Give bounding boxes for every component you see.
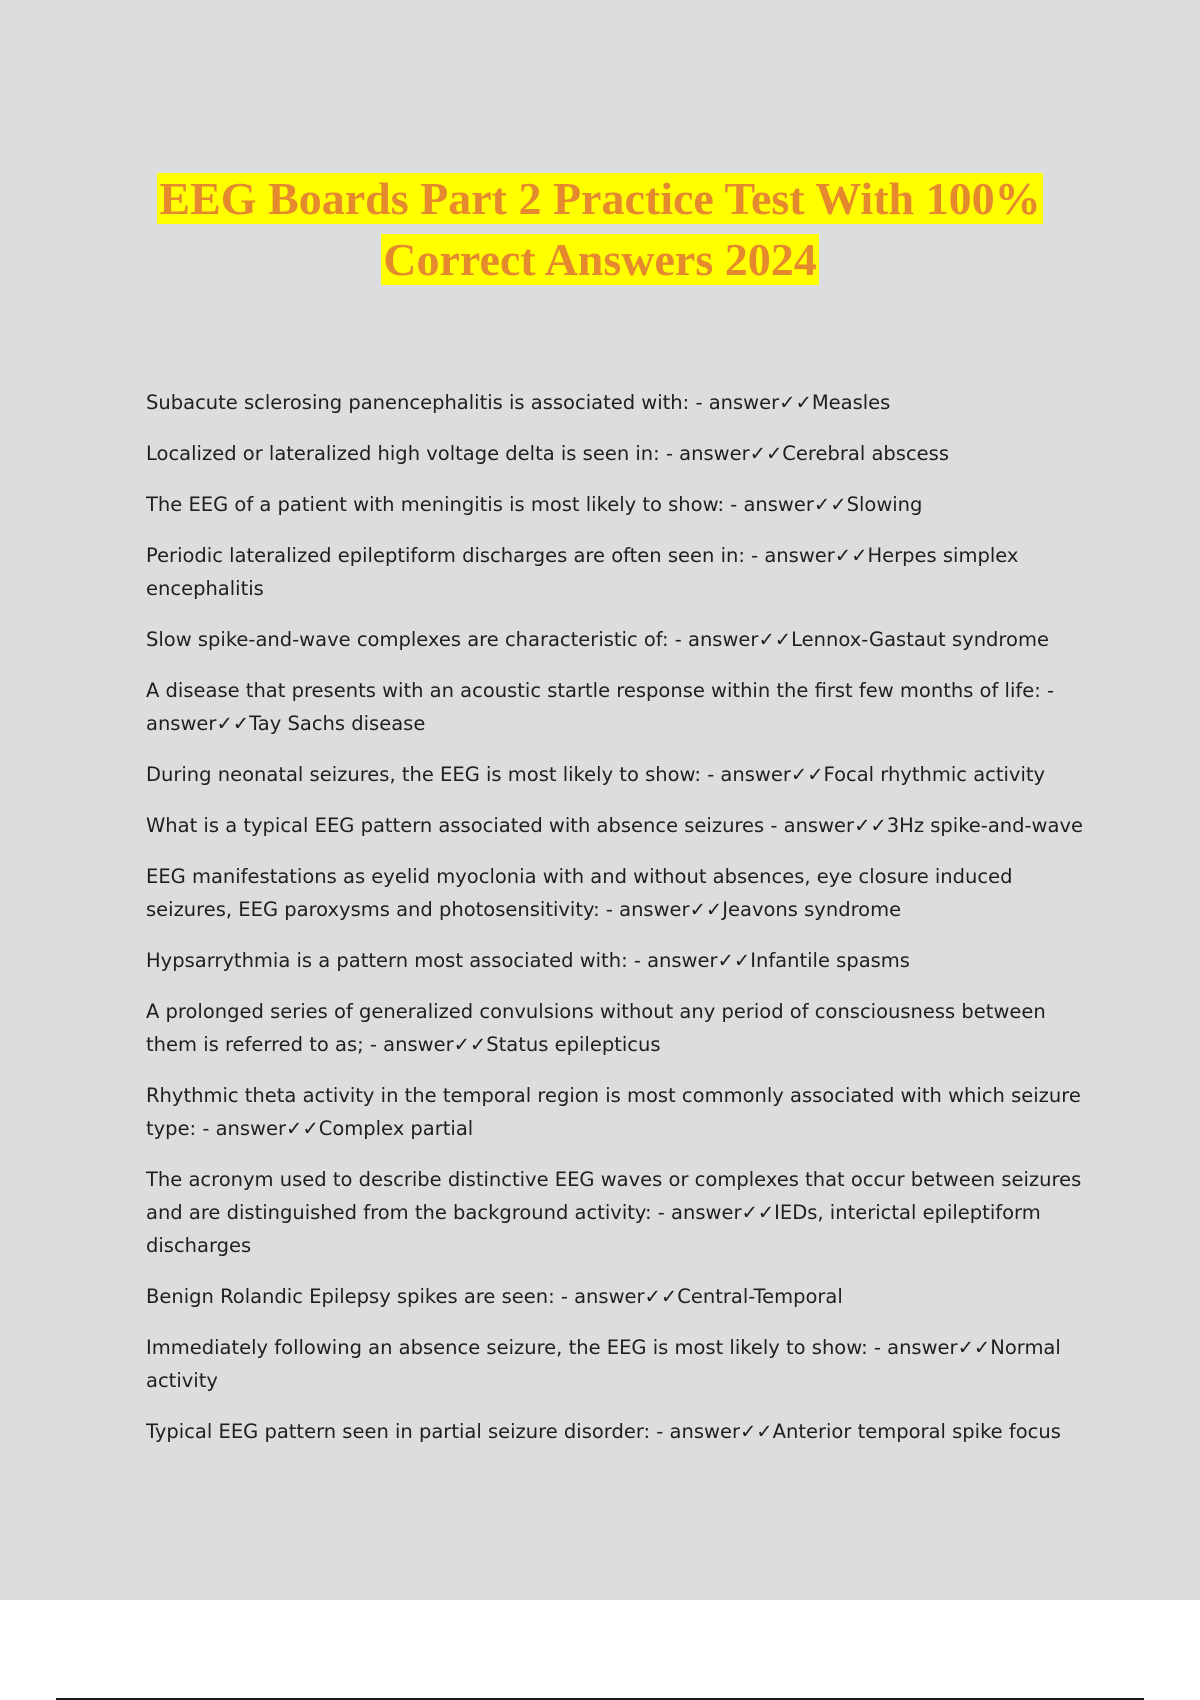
question-text: During neonatal seizures, the EEG is most likely to show: bbox=[146, 763, 701, 786]
question-text: The EEG of a patient with meningitis is most likely to show: bbox=[146, 493, 725, 516]
question-text: What is a typical EEG pattern associated with absence seizures bbox=[146, 814, 765, 837]
answer-marker: - answer bbox=[633, 949, 718, 972]
check-icon: ✓✓ bbox=[790, 763, 824, 786]
question-text: Periodic lateralized epileptiform discharges are often seen in: bbox=[146, 544, 745, 567]
qa-item bbox=[146, 944, 1094, 977]
qa-item bbox=[146, 488, 1094, 521]
check-icon: ✓✓ bbox=[644, 1285, 678, 1308]
qa-item bbox=[146, 860, 1094, 926]
qa-item bbox=[146, 809, 1094, 842]
answer-text: IEDs, interictal epileptiform discharges bbox=[146, 1201, 1041, 1257]
question-text: Benign Rolandic Epilepsy spikes are seen: bbox=[146, 1285, 555, 1308]
answer-marker: - answer bbox=[605, 898, 690, 921]
question-text: A prolonged series of generalized convulsions without any period of consciousness between them is referred to as; bbox=[146, 1000, 1046, 1056]
question-text: Typical EEG pattern seen in partial seizure disorder: bbox=[146, 1420, 651, 1443]
qa-item bbox=[146, 623, 1094, 656]
answer-marker: - answer bbox=[369, 1033, 454, 1056]
answer-text: Cerebral abscess bbox=[782, 442, 949, 465]
check-icon: ✓✓ bbox=[957, 1336, 991, 1359]
qa-item bbox=[146, 674, 1094, 740]
answer-marker: - answer bbox=[770, 814, 855, 837]
answer-marker: - answer bbox=[202, 1117, 287, 1140]
answer-text: Infantile spasms bbox=[750, 949, 910, 972]
qa-item bbox=[146, 995, 1094, 1061]
answer-text: 3Hz spike-and-wave bbox=[886, 814, 1083, 837]
document-title bbox=[100, 168, 1100, 290]
check-icon: ✓✓ bbox=[717, 949, 751, 972]
question-text: A disease that presents with an acoustic startle response within the first few months of life: bbox=[146, 679, 1041, 702]
qa-item bbox=[146, 1415, 1094, 1448]
qa-item bbox=[146, 386, 1094, 419]
qa-item bbox=[146, 1163, 1094, 1262]
answer-text: Herpes simplex encephalitis bbox=[146, 544, 1019, 600]
check-icon: ✓✓ bbox=[779, 391, 812, 414]
answer-text: Measles bbox=[811, 391, 891, 414]
question-text: Immediately following an absence seizure, the EEG is most likely to show: bbox=[146, 1336, 868, 1359]
check-icon: ✓✓ bbox=[286, 1117, 319, 1140]
qa-item bbox=[146, 1331, 1094, 1397]
title-line-2: Correct Answers 2024 bbox=[383, 234, 817, 285]
answer-marker: - answer bbox=[657, 1201, 742, 1224]
qa-item bbox=[146, 758, 1094, 791]
check-icon: ✓✓ bbox=[689, 898, 723, 921]
answer-marker: - answer bbox=[873, 1336, 958, 1359]
answer-text: Anterior temporal spike focus bbox=[772, 1420, 1061, 1443]
qa-item bbox=[146, 539, 1094, 605]
check-icon: ✓✓ bbox=[739, 1420, 773, 1443]
answer-marker: - answer bbox=[695, 391, 780, 414]
question-text: Slow spike-and-wave complexes are characteristic of: bbox=[146, 628, 669, 651]
answer-text: Jeavons syndrome bbox=[722, 898, 902, 921]
question-text: Subacute sclerosing panencephalitis is associated with: bbox=[146, 391, 690, 414]
question-answer-list bbox=[146, 386, 1094, 1466]
question-text: The acronym used to describe distinctive EEG waves or complexes that occur between seizures and are distinguished from the background activity: bbox=[146, 1168, 1082, 1224]
answer-marker: - answer bbox=[146, 679, 1055, 735]
answer-text: Normal activity bbox=[146, 1336, 1061, 1392]
check-icon: ✓✓ bbox=[813, 493, 847, 516]
qa-item bbox=[146, 1079, 1094, 1145]
check-icon: ✓✓ bbox=[854, 814, 887, 837]
answer-text: Lennox-Gastaut syndrome bbox=[791, 628, 1049, 651]
answer-marker: - answer bbox=[656, 1420, 740, 1443]
answer-text: Slowing bbox=[846, 493, 923, 516]
qa-item bbox=[146, 437, 1094, 470]
answer-text: Status epilepticus bbox=[486, 1033, 661, 1056]
title-line-1: EEG Boards Part 2 Practice Test With 100% bbox=[159, 173, 1041, 224]
check-icon: ✓✓ bbox=[758, 628, 792, 651]
answer-marker: - answer bbox=[665, 442, 750, 465]
answer-marker: - answer bbox=[730, 493, 814, 516]
answer-marker: - answer bbox=[674, 628, 759, 651]
check-icon: ✓✓ bbox=[749, 442, 783, 465]
question-text: EEG manifestations as eyelid myoclonia with and without absences, eye closure induced seizures, EEG paroxysms and photosensitivity: bbox=[146, 865, 1013, 921]
answer-text: Central-Temporal bbox=[677, 1285, 843, 1308]
answer-text: Complex partial bbox=[318, 1117, 474, 1140]
check-icon: ✓✓ bbox=[741, 1201, 775, 1224]
answer-marker: - answer bbox=[707, 763, 791, 786]
check-icon: ✓✓ bbox=[834, 544, 868, 567]
question-text: Rhythmic theta activity in the temporal region is most commonly associated with which seizure type: bbox=[146, 1084, 1081, 1140]
answer-text: Focal rhythmic activity bbox=[823, 763, 1046, 786]
question-text: Localized or lateralized high voltage delta is seen in: bbox=[146, 442, 660, 465]
check-icon: ✓✓ bbox=[216, 712, 250, 735]
answer-text: Tay Sachs disease bbox=[249, 712, 426, 735]
qa-item bbox=[146, 1280, 1094, 1313]
question-text: Hypsarrythmia is a pattern most associated with: bbox=[146, 949, 628, 972]
check-icon: ✓✓ bbox=[453, 1033, 487, 1056]
answer-marker: - answer bbox=[560, 1285, 645, 1308]
answer-marker: - answer bbox=[751, 544, 835, 567]
